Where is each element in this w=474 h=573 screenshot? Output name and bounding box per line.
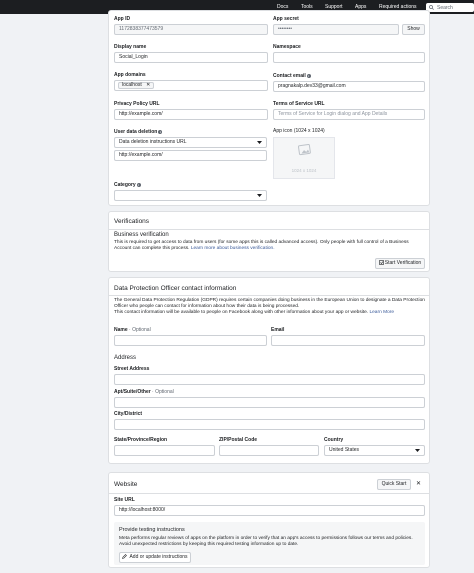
remove-domain-icon[interactable]: ✕ bbox=[146, 82, 151, 88]
start-verification-button[interactable]: Start Verification bbox=[375, 258, 425, 269]
privacy-policy-label: Privacy Policy URL bbox=[114, 101, 160, 107]
search-placeholder: Search bbox=[437, 5, 453, 11]
quick-start-button[interactable]: Quick Start bbox=[377, 479, 411, 490]
city-label: City/District bbox=[114, 411, 143, 417]
category-label: Category i bbox=[114, 182, 140, 188]
search-icon bbox=[429, 5, 434, 10]
apt-suite-input[interactable] bbox=[114, 397, 425, 408]
app-id-label: App ID bbox=[114, 16, 131, 22]
site-url-label: Site URL bbox=[114, 497, 135, 503]
basic-settings-card bbox=[108, 10, 430, 206]
business-verification-link[interactable]: Learn more about business verification. bbox=[190, 246, 275, 252]
app-secret-field: •••••••• bbox=[273, 24, 399, 35]
terms-of-service-input[interactable]: Terms of Service for Login dialog and App Details bbox=[273, 109, 425, 120]
terms-of-service-label: Terms of Service URL bbox=[273, 101, 325, 107]
app-id-field: 1172838377473579 bbox=[114, 24, 268, 35]
testing-instructions-title: Provide testing instructions bbox=[119, 527, 185, 533]
state-input[interactable] bbox=[114, 445, 215, 456]
dpo-name-input[interactable] bbox=[114, 335, 267, 346]
city-input[interactable] bbox=[114, 419, 425, 430]
website-card bbox=[108, 472, 430, 568]
user-data-deletion-label: User data deletion i bbox=[114, 129, 161, 135]
verifications-card bbox=[108, 211, 430, 272]
domain-chip-label: localhost bbox=[122, 82, 142, 88]
business-verification-text: This is required to get access to data from users (for some apps this is called advanced access). Only people with full control of a Business Account can complete this process. Learn more about business verification. bbox=[114, 240, 409, 252]
zip-input[interactable] bbox=[219, 445, 319, 456]
country-select[interactable] bbox=[324, 445, 425, 456]
apt-suite-label: Apt/Suite/Other · Optional bbox=[114, 389, 174, 395]
verifications-title: Verifications bbox=[114, 218, 150, 225]
street-address-label: Street Address bbox=[114, 366, 150, 372]
nav-apps[interactable]: Apps bbox=[355, 4, 367, 10]
pencil-icon bbox=[122, 554, 127, 559]
nav-tools[interactable]: Tools bbox=[301, 4, 313, 10]
add-instructions-button[interactable]: Add or update instructions bbox=[119, 552, 191, 563]
dpo-email-label: Email bbox=[271, 327, 285, 333]
app-icon-upload[interactable] bbox=[273, 137, 335, 179]
user-data-deletion-url-input[interactable]: http://example.com/ bbox=[114, 150, 267, 161]
dpo-description: The General Data Protection Regulation (GDPR) requires certain companies doing business in the European Union to designate a Data Protection Officer who people can contact for information about how their data is being processed. This contact information will be available to people on Facebook along with other information about your app or website. Learn More bbox=[114, 298, 425, 316]
chevron-down-icon bbox=[257, 194, 262, 197]
app-domains-label: App domains bbox=[114, 72, 146, 78]
testing-instructions-text: Meta performs regular reviews of apps on the platform in order to verify that an app's access to permissions follows our terms and policies. Avoid unexpected restrictions by keeping this required testing information up to date. bbox=[119, 536, 413, 548]
namespace-input[interactable] bbox=[273, 52, 425, 63]
info-icon[interactable]: i bbox=[159, 129, 161, 134]
search-box[interactable] bbox=[426, 3, 474, 12]
app-icon-label: App icon (1024 x 1024) bbox=[273, 128, 325, 134]
image-placeholder-icon bbox=[297, 144, 313, 158]
divider bbox=[109, 229, 429, 230]
chevron-down-icon bbox=[257, 141, 262, 144]
website-title: Website bbox=[114, 481, 138, 488]
dpo-title: Data Protection Officer contact information bbox=[114, 285, 237, 292]
divider bbox=[109, 493, 429, 494]
app-secret-label: App secret bbox=[273, 16, 299, 22]
namespace-label: Namespace bbox=[273, 44, 301, 50]
testing-instructions-box bbox=[114, 522, 425, 565]
address-heading: Address bbox=[114, 355, 137, 361]
dpo-name-label: Name · Optional bbox=[114, 327, 151, 333]
chevron-down-icon bbox=[415, 449, 420, 452]
dpo-card bbox=[108, 277, 430, 464]
dpo-learn-more-link[interactable]: Learn More bbox=[369, 310, 394, 316]
info-icon[interactable]: i bbox=[308, 73, 310, 78]
contact-email-input[interactable]: pragnakalp.dev33@gmail.com bbox=[273, 81, 425, 92]
street-address-input[interactable] bbox=[114, 374, 425, 385]
site-url-input[interactable]: http://localhost:8000/ bbox=[114, 505, 425, 516]
nav-support[interactable]: Support bbox=[325, 4, 343, 10]
country-select-value: United States bbox=[329, 447, 360, 453]
business-verification-title: Business verification bbox=[114, 232, 169, 238]
nav-docs[interactable]: Docs bbox=[277, 4, 289, 10]
category-select[interactable] bbox=[114, 190, 267, 201]
country-label: Country bbox=[324, 437, 344, 443]
app-icon-size-text: 1024 x 1024 bbox=[291, 168, 317, 173]
dpo-email-input[interactable] bbox=[271, 335, 425, 346]
display-name-label: Display name bbox=[114, 44, 147, 50]
info-icon[interactable]: i bbox=[138, 182, 140, 187]
verification-icon bbox=[379, 260, 384, 265]
user-data-deletion-select[interactable] bbox=[114, 137, 267, 148]
show-secret-button[interactable]: Show bbox=[402, 24, 425, 35]
state-label: State/Province/Region bbox=[114, 437, 168, 443]
divider bbox=[109, 295, 429, 296]
privacy-policy-input[interactable]: http://example.com/ bbox=[114, 109, 268, 120]
app-domains-input[interactable] bbox=[114, 80, 268, 91]
contact-email-label: Contact email i bbox=[273, 73, 310, 79]
user-data-deletion-select-value: Data deletion instructions URL bbox=[119, 139, 187, 145]
zip-label: ZIP/Postal Code bbox=[219, 437, 258, 443]
display-name-input[interactable]: Social_Login bbox=[114, 52, 268, 63]
close-icon[interactable]: ✕ bbox=[416, 481, 422, 487]
nav-required-actions[interactable]: Required actions bbox=[379, 4, 417, 10]
domain-chip bbox=[118, 82, 154, 89]
